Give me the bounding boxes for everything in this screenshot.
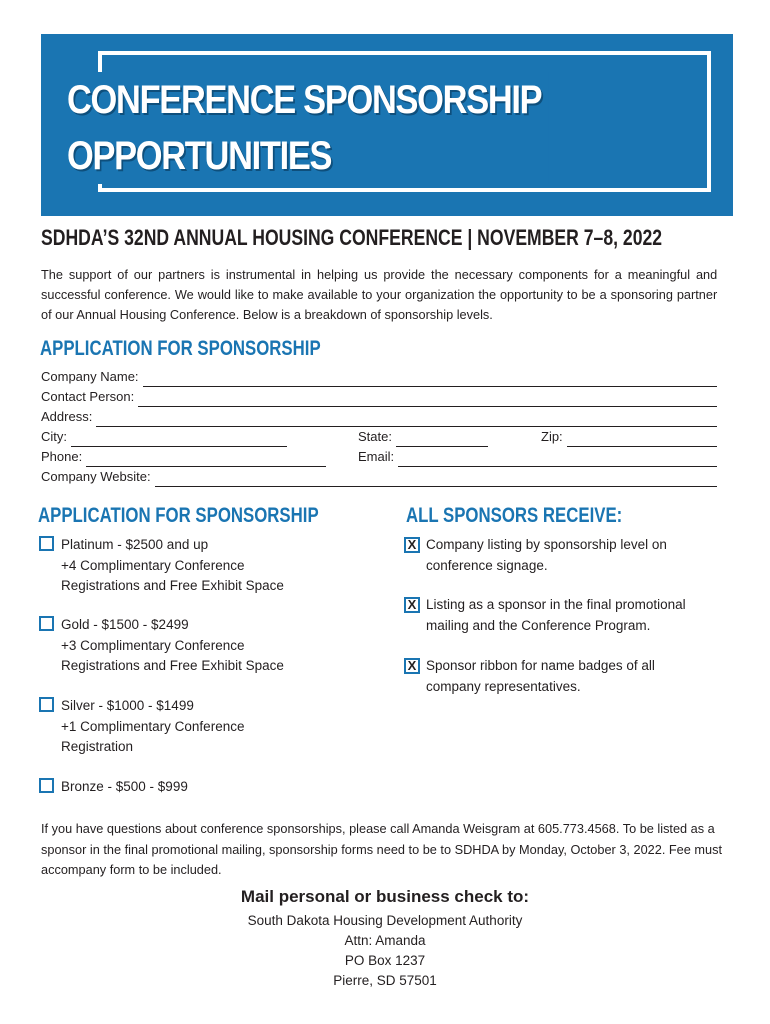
mail-heading: Mail personal or business check to: xyxy=(240,887,530,906)
application-section-title: APPLICATION FOR SPONSORSHIP xyxy=(40,337,321,360)
mail-attention: Attn: Amanda xyxy=(344,933,426,948)
benefit-3-line-2: company representatives. xyxy=(426,678,581,694)
website-label: Company Website: xyxy=(41,469,151,484)
bronze-label: Bronze - $500 - $999 xyxy=(61,779,188,794)
platinum-benefit-line-1: +4 Complimentary Conference xyxy=(61,557,245,573)
company-name-label: Company Name: xyxy=(41,369,139,384)
option-silver[interactable] xyxy=(39,696,244,758)
benefit-item xyxy=(404,595,686,636)
intro-paragraph: The support of our partners is instrumental in helping us provide the necessary components for a meaningful and successful conference. We would like to make available to your organization the opportunity to be a sponsoring partner of our Annual Housing Conference. Below is a breakdown of sponsorship levels. xyxy=(41,267,718,322)
phone-field[interactable] xyxy=(41,447,326,467)
platinum-checkbox[interactable] xyxy=(39,536,54,551)
levels-section-title: APPLICATION FOR SPONSORSHIP xyxy=(38,504,319,527)
gold-checkbox[interactable] xyxy=(39,616,54,631)
option-bronze[interactable] xyxy=(39,777,188,798)
header-banner xyxy=(41,34,733,216)
silver-benefit-line-1: +1 Complimentary Conference xyxy=(61,718,245,734)
gold-label: Gold - $1500 - $2499 xyxy=(61,617,189,632)
platinum-label: Platinum - $2500 and up xyxy=(61,537,209,552)
benefits-section-title: ALL SPONSORS RECEIVE: xyxy=(406,504,623,527)
benefit-2-line-1: Listing as a sponsor in the final promotional xyxy=(426,597,686,612)
contact-person-field[interactable] xyxy=(41,387,717,407)
email-label: Email: xyxy=(358,449,395,464)
contact-person-label: Contact Person: xyxy=(41,389,135,404)
option-platinum[interactable] xyxy=(39,535,284,597)
bronze-checkbox[interactable] xyxy=(39,778,54,793)
silver-checkbox[interactable] xyxy=(39,697,54,712)
website-input-line[interactable] xyxy=(155,472,717,487)
email-field[interactable] xyxy=(358,447,717,467)
mail-organization: South Dakota Housing Development Authority xyxy=(247,913,523,928)
phone-input-line[interactable] xyxy=(86,452,326,467)
state-input-line[interactable] xyxy=(396,432,488,447)
phone-label: Phone: xyxy=(41,449,83,464)
checked-box-icon: X xyxy=(404,597,420,613)
checked-box-icon: X xyxy=(404,537,420,553)
state-field[interactable] xyxy=(358,427,488,447)
state-label: State: xyxy=(358,429,392,444)
company-name-field[interactable] xyxy=(41,367,717,387)
zip-input-line[interactable] xyxy=(567,432,717,447)
address-input-line[interactable] xyxy=(96,412,717,427)
benefit-1-line-1: Company listing by sponsorship level on xyxy=(426,537,667,552)
contact-person-input-line[interactable] xyxy=(138,392,717,407)
city-label: City: xyxy=(41,429,67,444)
silver-benefit-line-2: Registration xyxy=(61,739,134,754)
page-title-line-2: OPPORTUNITIES xyxy=(67,134,332,178)
website-field[interactable] xyxy=(41,467,717,487)
zip-label: Zip: xyxy=(541,429,563,444)
city-field[interactable] xyxy=(41,427,287,447)
email-input-line[interactable] xyxy=(398,452,717,467)
mail-po-box: PO Box 1237 xyxy=(344,953,426,968)
address-label: Address: xyxy=(41,409,93,424)
contact-note: If you have questions about conference sponsorships, please call Amanda Weisgram at 605.773.4568. To be listed as a sponsor in the final promotional mailing, sponsorship forms need to be to SDHDA by Monday, October 3, 2022. Fee must accompany form to be included. xyxy=(41,821,723,877)
gold-benefit-line-1: +3 Complimentary Conference xyxy=(61,637,245,653)
silver-label: Silver - $1000 - $1499 xyxy=(61,698,194,713)
platinum-benefit-line-2: Registrations and Free Exhibit Space xyxy=(61,578,284,593)
gold-benefit-line-2: Registrations and Free Exhibit Space xyxy=(61,658,284,673)
city-input-line[interactable] xyxy=(71,432,287,447)
mail-city: Pierre, SD 57501 xyxy=(333,973,437,988)
zip-field[interactable] xyxy=(541,427,717,447)
page-title xyxy=(67,72,548,184)
page-title-line-1: CONFERENCE SPONSORSHIP xyxy=(67,78,542,122)
benefit-1-line-2: conference signage. xyxy=(426,557,548,573)
address-field[interactable] xyxy=(41,407,717,427)
benefit-2-line-2: mailing and the Conference Program. xyxy=(426,617,651,633)
checked-box-icon: X xyxy=(404,658,420,674)
benefit-item xyxy=(404,535,667,576)
conference-subheading: SDHDA’S 32ND ANNUAL HOUSING CONFERENCE | NOVEMBER 7–8, 2022 xyxy=(41,225,663,250)
benefit-item xyxy=(404,656,655,697)
option-gold[interactable] xyxy=(39,615,284,677)
benefit-3-line-1: Sponsor ribbon for name badges of all xyxy=(426,658,655,673)
company-name-input-line[interactable] xyxy=(143,372,717,387)
